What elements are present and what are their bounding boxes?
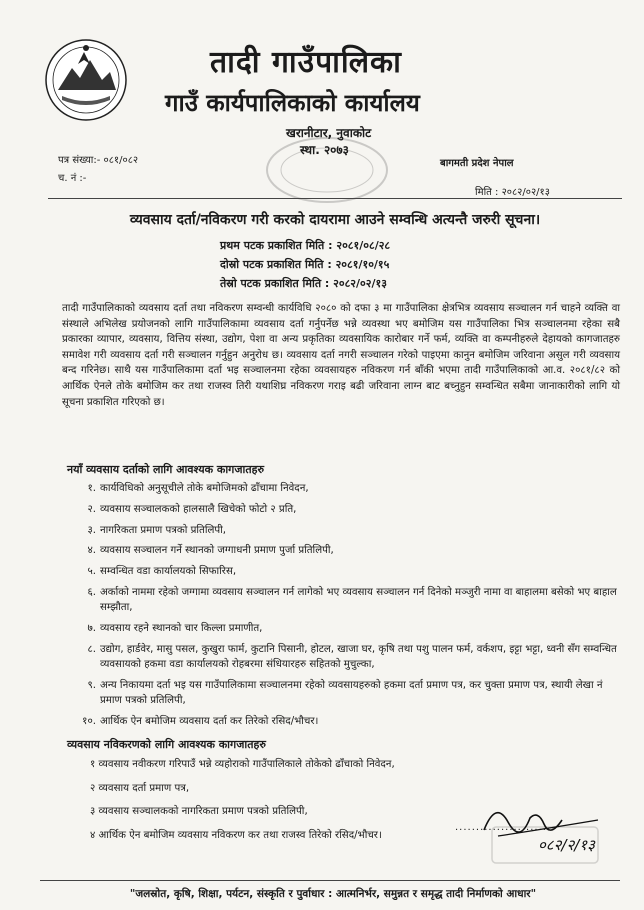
list-item	[72, 481, 617, 496]
item-text: अन्य निकायमा दर्ता भइ यस गाउँपालिकामा सञ्चालनमा रहेको व्यवसायहरुको हकमा दर्ता प्रमाण पत्र, कर चुक्ता प्रमाण पत्र, स्थायी लेखा नं प्रमाण पत्रको प्रतिलिपी,	[100, 679, 603, 706]
letter-number: पत्र संख्या:- ०८१/०८२	[58, 155, 139, 166]
list-item: ४ आर्थिक ऐन बमोजिम व्यवसाय नविकरण कर तथा राजस्व तिरेको रसिद/भौचर।	[90, 830, 382, 842]
list-item	[72, 523, 617, 538]
item-text: सम्वन्धित वडा कार्यालयको सिफारिस,	[100, 566, 237, 578]
publication-date-3: तेस्रो पटक प्रकाशित मिति : २०८२/०२/१३	[220, 277, 387, 290]
office-stamp-icon	[262, 135, 392, 205]
publication-date-1: प्रथम पटक प्रकाशित मिति : २०८१/०८/२८	[220, 239, 391, 252]
item-text: व्यवसाय सञ्चालन गर्ने स्थानको जग्गाधनी प्रमाण पुर्जा प्रतिलिपी,	[100, 545, 334, 557]
province-name: बागमती प्रदेश नेपाल	[440, 158, 514, 169]
office-subtitle: गाउँ कार्यपालिकाको कार्यालय	[165, 89, 420, 117]
list-item: २ व्यवसाय दर्ता प्रमाण पत्र,	[90, 782, 190, 794]
signature-line: ........................	[455, 822, 556, 833]
list-item	[72, 564, 617, 579]
notice-heading: व्यवसाय दर्ता/नविकरण गरी करको दायरामा आउने सम्वन्धि अत्यन्तै जरुरी सूचना।	[129, 212, 541, 228]
list-item	[72, 502, 617, 517]
item-number: १.	[87, 483, 96, 494]
notice-body: तादी गाउँपालिकाको व्यवसाय दर्ता तथा नविकरण सम्वन्धी कार्यविधि २०८० को दफा ३ मा गाउँपालिका क्षेत्रभित्र व्यवसाय सञ्चालन गर्न चाहने व्यक्ति वा संस्थाले अभिलेख प्रयोजनको लागि गाउँपालिकामा व्यवसाय दर्ता गर्नुपर्नेछ भन्ने व्यवस्था भए बमोजिम यस गाउँपालिका भित्र सञ्चालनमा रहेका सबै प्रकारका व्यापार, व्यवसाय, वित्तिय संस्था, उद्योग, पेशा वा अन्य प्रकृतिका व्यवसायिक कारोबार गर्ने फर्म, व्यक्ति वा कम्पनीहरुले देहायको कागजातहरु समावेश गरी व्यवसाय दर्ता गरी सञ्चालन गर्नुहुन अनुरोध छ। व्यवसाय दर्ता नगरी सञ्चालन गरेको पाइएमा कानुन बमोजिम जरिवाना असुल गरी व्यवसाय बन्द गरिनेछ। साथै यस गाउँपालिकामा दर्ता भइ सञ्चालनमा रहेका व्यवसायहरु नविकरण गर्न बाँकी भएमा तादी गाउँपालिकाको आ.व. २०८१/८२ को आर्थिक ऐनले तोके बमोजिम कर तथा राजस्व तिरी यथाशिघ्र नविकरण गराइ बढी जरिवाना लाग्न बाट बच्नुहुन सम्वन्धित सबैमा जानाकारीको लागि यो सूचना प्रकाशित गरिएको छ।	[62, 303, 620, 408]
office-name: तादी गाउँपालिका	[210, 45, 402, 80]
header-divider	[48, 198, 622, 199]
registration-heading: नयाँ व्यवसाय दर्ताको लागि आवश्यक कागजातहरु	[67, 463, 265, 476]
list-item	[72, 642, 617, 672]
footer-divider	[40, 880, 620, 881]
item-number: ५.	[87, 566, 96, 578]
nepal-emblem-icon	[44, 38, 128, 122]
letter-date: मिति : २०८२/०२/१३	[475, 187, 550, 198]
signature-date: ०८२/२/१३	[538, 836, 595, 854]
dispatch-number: च. नं :-	[58, 173, 87, 184]
handwritten-signature-icon	[478, 790, 618, 870]
item-text: व्यवसाय रहने स्थानको चार किल्ला प्रमाणीत,	[100, 622, 263, 634]
publication-date-2: दोस्रो पटक प्रकाशित मिति : २०८१/१०/१५	[220, 258, 390, 271]
item-text: अर्काको नाममा रहेको जग्गामा व्यवसाय सञ्चालन गर्न लागेको भए व्यवसाय सञ्चालन गर्न दिनेको मञ्जुरी नामा वा बाहालमा बसेको भए बाहाल सम्झौता,	[100, 586, 617, 614]
list-item: ३ व्यवसाय सञ्चालकको नागरिकता प्रमाण पत्रको प्रतिलिपी,	[90, 806, 308, 818]
item-number: ४.	[87, 545, 96, 557]
footer-slogan: "जलस्रोत, कृषि, शिक्षा, पर्यटन, संस्कृति र पुर्वाधार : आत्मनिर्भर, समुन्नत र समृद्ध तादी निर्माणको आधार"	[129, 888, 537, 900]
item-number: २.	[87, 503, 96, 515]
item-number: १०.	[82, 715, 96, 727]
list-item	[72, 543, 617, 558]
item-text: कार्यविधिको अनुसूचीले तोके बमोजिमको ढाँचामा निवेदन,	[100, 483, 309, 494]
item-text: उद्योग, हार्डवेर, मासु पसल, कुखुरा फार्म, कुटानि पिसानी, होटल, खाजा घर, कृषि तथा पशु पालन फर्म, वर्कशप, इट्टा भट्टा, ध्वनी सँग सम्वन्धित व्यवसायको हकमा वडा कार्यालयको रोहबरमा संधियारहरु सहितको मुचुल्का,	[100, 643, 617, 670]
registration-list	[72, 481, 617, 735]
list-item	[72, 678, 617, 708]
list-item	[72, 585, 617, 615]
item-number: ६.	[87, 586, 96, 598]
item-text: व्यवसाय सञ्चालकको हालसालै खिचेको फोटो २ प्रति,	[100, 503, 297, 515]
item-text: आर्थिक ऐन बमोजिम व्यवसाय दर्ता कर तिरेको रसिद/भौचर।	[100, 715, 319, 727]
list-item: १ व्यवसाय नवीकरण गरिपाउँ भन्ने व्यहोराको गाउँपालिकाले तोकेको ढाँचाको निवेदन,	[90, 759, 395, 770]
office-address: खरानीटार, नुवाकोट	[286, 126, 372, 140]
item-number: ९.	[87, 679, 96, 691]
renewal-heading: व्यवसाय नविकरणको लागि आवश्यक कागजातहरु	[67, 738, 266, 751]
item-number: ३.	[87, 524, 96, 536]
item-number: ८.	[87, 643, 96, 655]
list-item	[72, 714, 617, 729]
item-number: ७.	[87, 622, 96, 634]
established-year: स्था. २०७३	[300, 143, 349, 157]
item-text: नागरिकता प्रमाण पत्रको प्रतिलिपी,	[100, 524, 227, 536]
list-item	[72, 621, 617, 636]
